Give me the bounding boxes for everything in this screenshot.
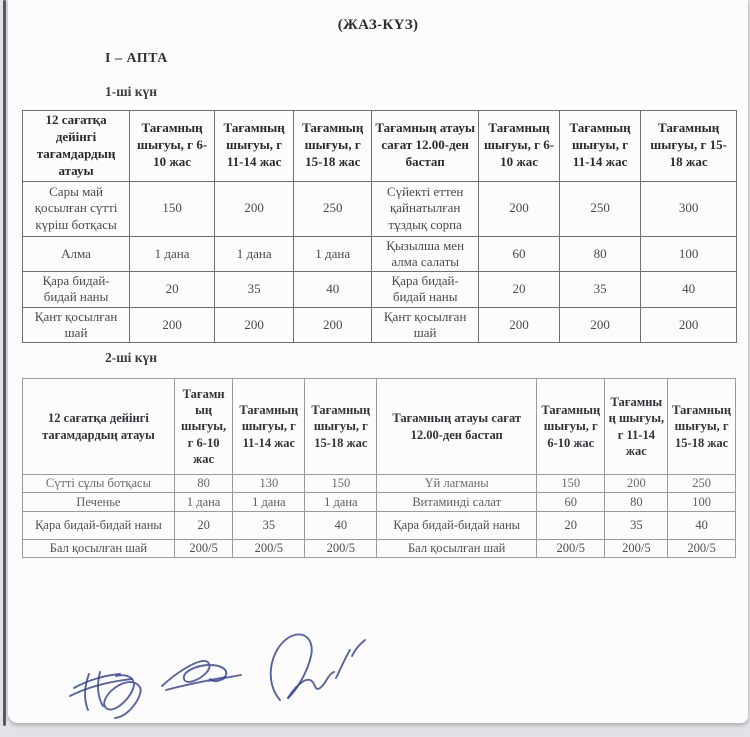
cell: 20 bbox=[174, 512, 232, 540]
header-cell: Тағамның шығуы, г 11-14 жас bbox=[559, 111, 640, 182]
table-row bbox=[23, 236, 737, 272]
header-cell: Тағамның шығуы, г 15-18 жас bbox=[668, 379, 736, 475]
signature-3-stroke bbox=[288, 672, 334, 698]
cell: 100 bbox=[668, 493, 736, 512]
table-row bbox=[23, 272, 737, 308]
header-cell: Тағамның шығуы, г 6-10 жас bbox=[174, 379, 232, 475]
signature-3 bbox=[271, 634, 365, 700]
header-cell: Тағамның шығуы, г 6-10 жас bbox=[130, 111, 215, 182]
table-header-row bbox=[23, 379, 736, 475]
cell: 200 bbox=[559, 307, 640, 343]
cell: 200 bbox=[130, 307, 215, 343]
table-row bbox=[23, 512, 736, 540]
cell: 100 bbox=[641, 236, 737, 272]
header-cell: Тағамның шығуы, г 11-14 жас bbox=[605, 379, 668, 475]
cell: 35 bbox=[215, 272, 294, 308]
cell: 200/5 bbox=[668, 540, 736, 558]
signature-2-stroke bbox=[162, 661, 226, 686]
signature-3-stroke bbox=[336, 640, 365, 678]
dish-name-cell: Витаминді салат bbox=[377, 493, 537, 512]
cell: 80 bbox=[174, 475, 232, 493]
table-header-row bbox=[23, 111, 737, 182]
table-row bbox=[23, 181, 737, 236]
cell: 250 bbox=[668, 475, 736, 493]
table-row bbox=[23, 540, 736, 558]
cell: 150 bbox=[130, 181, 215, 236]
table-row bbox=[23, 475, 736, 493]
header-cell: 12 сағатқа дейінгі тағамдардың атауы bbox=[23, 111, 130, 182]
cell: 200 bbox=[215, 181, 294, 236]
cell: 200 bbox=[294, 307, 372, 343]
cell: 1 дана bbox=[233, 493, 305, 512]
cell: 200/5 bbox=[233, 540, 305, 558]
dish-name-cell: Бал қосылған шай bbox=[23, 540, 175, 558]
cell: 200 bbox=[641, 307, 737, 343]
cell: 20 bbox=[479, 272, 560, 308]
dish-name-cell: Сүйекті еттен қайнатылған тұздық сорпа bbox=[372, 181, 479, 236]
cell: 150 bbox=[537, 475, 605, 493]
cell: 35 bbox=[559, 272, 640, 308]
cell: 40 bbox=[641, 272, 737, 308]
signature-2 bbox=[162, 661, 241, 690]
dish-name-cell: Қара бидай-бидай наны bbox=[23, 512, 175, 540]
cell: 250 bbox=[559, 181, 640, 236]
cell: 1 дана bbox=[294, 236, 372, 272]
header-cell: Тағамның шығуы, г 6-10 жас bbox=[479, 111, 560, 182]
cell: 200 bbox=[605, 475, 668, 493]
cell: 35 bbox=[605, 512, 668, 540]
signature-3-stroke bbox=[271, 634, 312, 700]
day1-menu-table bbox=[22, 110, 737, 343]
table-row bbox=[23, 307, 737, 343]
dish-name-cell: Қант қосылған шай bbox=[372, 307, 479, 343]
cell: 20 bbox=[537, 512, 605, 540]
signature-1-stroke bbox=[70, 674, 132, 696]
header-cell: Тағамның шығуы, г 11-14 жас bbox=[215, 111, 294, 182]
document-page bbox=[8, 0, 748, 723]
cell: 250 bbox=[294, 181, 372, 236]
dish-name-cell: Қара бидай-бидай наны bbox=[372, 272, 479, 308]
day1-heading: 1-ші күн bbox=[105, 84, 158, 99]
dish-name-cell: Печенье bbox=[23, 493, 175, 512]
header-cell: Тағамның шығуы, г 15-18 жас bbox=[305, 379, 377, 475]
dish-name-cell: Сары май қосылған сүтті күріш ботқасы bbox=[23, 181, 130, 236]
dish-name-cell: Қара бидай-бидай наны bbox=[377, 512, 537, 540]
cell: 200/5 bbox=[537, 540, 605, 558]
cell: 40 bbox=[305, 512, 377, 540]
signature-1 bbox=[70, 672, 141, 718]
cell: 80 bbox=[559, 236, 640, 272]
cell: 200/5 bbox=[305, 540, 377, 558]
scan-page-edge bbox=[3, 0, 6, 726]
cell: 60 bbox=[537, 493, 605, 512]
document-title: (ЖАЗ-КҮЗ) bbox=[337, 17, 419, 33]
dish-name-cell: Үй лагманы bbox=[377, 475, 537, 493]
dish-name-cell: Қара бидай-бидай наны bbox=[23, 272, 130, 308]
cell: 200/5 bbox=[605, 540, 668, 558]
signature-2-stroke bbox=[166, 675, 241, 690]
header-cell: Тағамның атауы сағат 12.00-ден бастап bbox=[372, 111, 479, 182]
day2-heading: 2-ші күн bbox=[105, 350, 158, 365]
cell: 40 bbox=[294, 272, 372, 308]
dish-name-cell: Қызылша мен алма салаты bbox=[372, 236, 479, 272]
cell: 80 bbox=[605, 493, 668, 512]
cell: 200 bbox=[215, 307, 294, 343]
day2-menu-table bbox=[22, 378, 736, 558]
week-heading: I – АПТА bbox=[105, 51, 168, 66]
handwritten-signatures bbox=[58, 620, 378, 730]
cell: 300 bbox=[641, 181, 737, 236]
table-row bbox=[23, 493, 736, 512]
header-cell: 12 сағатқа дейінгі тағамдардың атауы bbox=[23, 379, 175, 475]
cell: 40 bbox=[668, 512, 736, 540]
cell: 200 bbox=[479, 181, 560, 236]
cell: 200 bbox=[479, 307, 560, 343]
header-cell: Тағамның шығуы, г 15-18 жас bbox=[641, 111, 737, 182]
dish-name-cell: Сүтті сұлы ботқасы bbox=[23, 475, 175, 493]
header-cell: Тағамның шығуы, г 11-14 жас bbox=[233, 379, 305, 475]
cell: 60 bbox=[479, 236, 560, 272]
cell: 1 дана bbox=[215, 236, 294, 272]
header-cell: Тағамның атауы сағат 12.00-ден бастап bbox=[377, 379, 537, 475]
header-cell: Тағамның шығуы, г 6-10 жас bbox=[537, 379, 605, 475]
cell: 130 bbox=[233, 475, 305, 493]
cell: 35 bbox=[233, 512, 305, 540]
cell: 1 дана bbox=[305, 493, 377, 512]
cell: 150 bbox=[305, 475, 377, 493]
dish-name-cell: Бал қосылған шай bbox=[377, 540, 537, 558]
dish-name-cell: Қант қосылған шай bbox=[23, 307, 130, 343]
cell: 1 дана bbox=[174, 493, 232, 512]
header-cell: Тағамның шығуы, г 15-18 жас bbox=[294, 111, 372, 182]
dish-name-cell: Алма bbox=[23, 236, 130, 272]
cell: 20 bbox=[130, 272, 215, 308]
cell: 1 дана bbox=[130, 236, 215, 272]
cell: 200/5 bbox=[174, 540, 232, 558]
